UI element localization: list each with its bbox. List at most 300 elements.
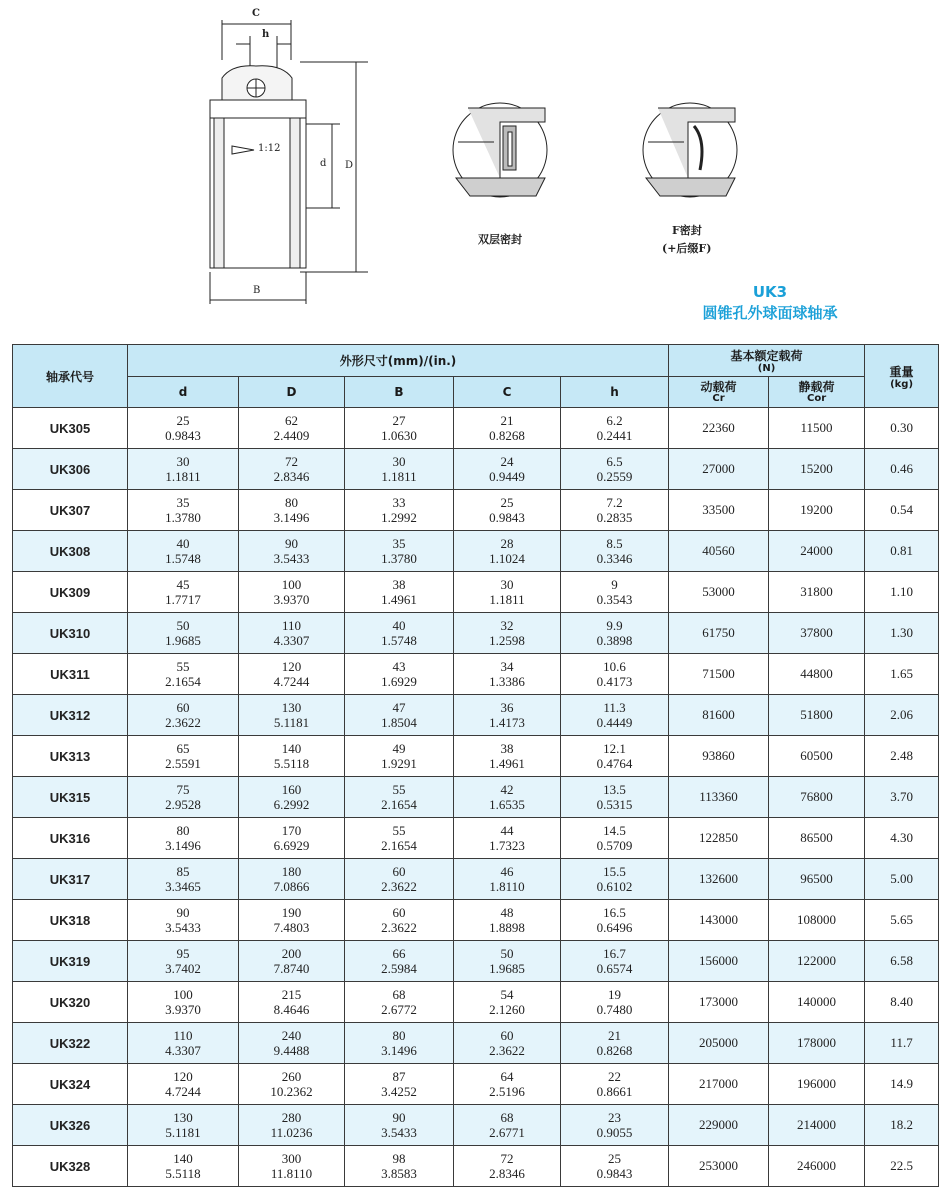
dim-cell-B: [345, 695, 454, 736]
dim-value-in: 0.8661: [596, 1084, 633, 1099]
dim-value-in: 5.1181: [165, 1125, 201, 1140]
dim-value-mm: 28: [500, 536, 514, 551]
dim-value-mm: 9: [611, 577, 618, 592]
dim-value-in: 2.8346: [489, 1166, 525, 1181]
dim-cell-h: [561, 1064, 669, 1105]
dim-value-in: 2.1654: [381, 838, 417, 853]
dim-cell-h: [561, 736, 669, 777]
dim-value-in: 2.5196: [489, 1084, 525, 1099]
header-static-label: 静载荷: [798, 379, 835, 394]
dim-value-in: 5.1181: [273, 715, 310, 730]
dim-value-in: 0.9843: [596, 1166, 633, 1181]
dim-cell-C: [454, 1105, 561, 1146]
dim-cell-d: [128, 531, 239, 572]
dim-value-mm: 66: [392, 946, 406, 961]
static-load-cell: 214000: [769, 1105, 865, 1146]
dim-value-in: 2.1260: [489, 1002, 525, 1017]
dim-cell-h: [561, 449, 669, 490]
dim-value-in: 3.9370: [165, 1002, 201, 1017]
dim-value-mm: 72: [500, 1151, 514, 1166]
dim-cell-h: [561, 572, 669, 613]
dim-value-in: 2.5591: [165, 756, 201, 771]
table-row: [13, 1023, 939, 1064]
dim-cell-C: [454, 1023, 561, 1064]
table-row: [13, 736, 939, 777]
dim-value-mm: 35: [176, 495, 190, 510]
dim-cell-h: [561, 1146, 669, 1187]
dim-value-mm: 180: [281, 864, 302, 879]
table-row: [13, 982, 939, 1023]
dim-value-mm: 54: [500, 987, 514, 1002]
mass-cell: 1.10: [865, 572, 939, 613]
dynamic-load-cell: 143000: [669, 900, 769, 941]
dim-value-mm: 35: [392, 536, 406, 551]
dim-value-mm: 43: [392, 659, 406, 674]
static-load-cell: 76800: [769, 777, 865, 818]
dynamic-load-cell: 61750: [669, 613, 769, 654]
dim-value-mm: 6.5: [606, 454, 623, 469]
dynamic-load-cell: 156000: [669, 941, 769, 982]
dim-value-mm: 55: [392, 823, 406, 838]
dim-value-mm: 15.5: [603, 864, 626, 879]
header-dynamic-load: [669, 377, 769, 408]
dim-cell-B: [345, 1064, 454, 1105]
dim-value-in: 3.5433: [165, 920, 201, 935]
dim-cell-h: [561, 818, 669, 859]
dim-value-mm: 55: [392, 782, 406, 797]
dim-cell-C: [454, 490, 561, 531]
table-row: [13, 449, 939, 490]
dim-value-in: 2.1654: [381, 797, 417, 812]
bearing-code-cell: UK309: [13, 572, 128, 613]
dim-cell-B: [345, 818, 454, 859]
dim-value-in: 4.7244: [165, 1084, 201, 1099]
static-load-cell: 86500: [769, 818, 865, 859]
static-load-cell: 37800: [769, 613, 865, 654]
mass-cell: 0.54: [865, 490, 939, 531]
dynamic-load-cell: 22360: [669, 408, 769, 449]
dim-cell-B: [345, 982, 454, 1023]
dim-cell-D: [239, 695, 345, 736]
static-load-cell: 178000: [769, 1023, 865, 1064]
dim-value-mm: 65: [176, 741, 190, 756]
taper-label: 1:12: [258, 143, 281, 154]
double-seal-caption: 双层密封: [478, 233, 522, 246]
table-header: [13, 345, 939, 408]
dim-value-mm: 80: [392, 1028, 406, 1043]
dim-cell-d: [128, 982, 239, 1023]
dim-cell-D: [239, 818, 345, 859]
dim-cell-C: [454, 449, 561, 490]
dim-cell-B: [345, 1023, 454, 1064]
bearing-code-cell: UK313: [13, 736, 128, 777]
dim-value-in: 1.5748: [165, 551, 201, 566]
static-load-cell: 96500: [769, 859, 865, 900]
static-load-cell: 140000: [769, 982, 865, 1023]
dim-cell-D: [239, 654, 345, 695]
mass-cell: 0.30: [865, 408, 939, 449]
header-h: h: [561, 377, 669, 408]
dim-cell-D: [239, 408, 345, 449]
dim-value-in: 4.3307: [273, 633, 310, 648]
dim-cell-d: [128, 572, 239, 613]
dim-cell-h: [561, 777, 669, 818]
dim-value-mm: 120: [281, 659, 302, 674]
dim-value-in: 1.3780: [381, 551, 417, 566]
dim-value-mm: 49: [392, 741, 406, 756]
dim-value-mm: 30: [392, 454, 406, 469]
dim-value-mm: 19: [608, 987, 622, 1002]
dim-value-in: 1.1024: [489, 551, 525, 566]
static-load-cell: 19200: [769, 490, 865, 531]
dim-cell-B: [345, 736, 454, 777]
dim-value-mm: 34: [500, 659, 514, 674]
dim-cell-C: [454, 695, 561, 736]
header-load-rating-label: 基本额定载荷: [730, 349, 803, 363]
dim-value-mm: 68: [392, 987, 406, 1002]
static-load-cell: 196000: [769, 1064, 865, 1105]
mass-cell: 4.30: [865, 818, 939, 859]
dynamic-load-cell: 132600: [669, 859, 769, 900]
dim-value-mm: 110: [173, 1028, 193, 1043]
dim-value-in: 1.1811: [165, 469, 201, 484]
mass-cell: 22.5: [865, 1146, 939, 1187]
table-row: [13, 900, 939, 941]
dynamic-load-cell: 27000: [669, 449, 769, 490]
header-mass-unit: (kg): [890, 378, 914, 390]
dim-value-mm: 38: [392, 577, 406, 592]
dim-cell-d: [128, 695, 239, 736]
dim-cell-C: [454, 572, 561, 613]
table-row: [13, 613, 939, 654]
dim-cell-D: [239, 449, 345, 490]
dim-value-mm: 260: [281, 1069, 302, 1084]
dim-value-mm: 120: [173, 1069, 193, 1084]
dim-value-in: 11.8110: [270, 1166, 313, 1181]
dim-value-mm: 140: [173, 1151, 193, 1166]
dim-value-mm: 60: [500, 1028, 514, 1043]
dim-cell-d: [128, 1105, 239, 1146]
f-seal-note: (+后缀F): [662, 242, 712, 255]
dim-label-d-outer: D: [345, 160, 354, 171]
bearing-code-cell: UK310: [13, 613, 128, 654]
dim-value-mm: 24: [500, 454, 514, 469]
dim-value-mm: 98: [392, 1151, 406, 1166]
dim-value-mm: 60: [392, 905, 406, 920]
dynamic-load-cell: 122850: [669, 818, 769, 859]
dim-value-in: 7.0866: [273, 879, 310, 894]
dynamic-load-cell: 229000: [669, 1105, 769, 1146]
static-load-cell: 122000: [769, 941, 865, 982]
bearing-code-cell: UK306: [13, 449, 128, 490]
mass-cell: 5.00: [865, 859, 939, 900]
dim-value-in: 1.7717: [165, 592, 201, 607]
dim-cell-C: [454, 818, 561, 859]
spec-table: [12, 344, 939, 1187]
table-row: [13, 941, 939, 982]
dim-value-mm: 50: [176, 618, 190, 633]
dim-value-mm: 32: [500, 618, 514, 633]
dim-value-in: 6.6929: [273, 838, 310, 853]
header-mass-label: 重量: [889, 364, 914, 379]
mass-cell: 5.65: [865, 900, 939, 941]
dim-cell-h: [561, 1023, 669, 1064]
dim-value-in: 2.6772: [381, 1002, 417, 1017]
dim-value-in: 2.5984: [381, 961, 417, 976]
dim-cell-C: [454, 941, 561, 982]
dim-cell-D: [239, 777, 345, 818]
static-load-cell: 246000: [769, 1146, 865, 1187]
dim-cell-B: [345, 613, 454, 654]
dim-value-in: 0.9843: [165, 428, 201, 443]
dim-value-mm: 47: [392, 700, 406, 715]
dim-value-in: 1.9685: [165, 633, 201, 648]
dim-value-mm: 12.1: [603, 741, 626, 756]
table-row: [13, 572, 939, 613]
static-load-cell: 15200: [769, 449, 865, 490]
dim-cell-d: [128, 941, 239, 982]
table-row: [13, 531, 939, 572]
dim-value-in: 0.9055: [596, 1125, 633, 1140]
dim-value-mm: 68: [500, 1110, 514, 1125]
dim-cell-d: [128, 859, 239, 900]
mass-cell: 18.2: [865, 1105, 939, 1146]
dim-value-mm: 33: [392, 495, 406, 510]
dim-value-in: 3.8583: [381, 1166, 417, 1181]
dim-value-mm: 64: [500, 1069, 514, 1084]
dim-value-mm: 50: [500, 946, 514, 961]
dim-value-in: 3.3465: [165, 879, 201, 894]
dim-cell-C: [454, 531, 561, 572]
dim-value-mm: 110: [281, 618, 302, 633]
dim-cell-B: [345, 941, 454, 982]
dim-value-in: 10.2362: [270, 1084, 313, 1099]
dim-value-mm: 62: [285, 413, 298, 428]
dim-cell-D: [239, 1064, 345, 1105]
dim-cell-D: [239, 613, 345, 654]
header-dynamic-symbol: Cr: [712, 392, 725, 404]
dim-cell-B: [345, 859, 454, 900]
dim-value-mm: 16.5: [603, 905, 626, 920]
dim-value-mm: 45: [176, 577, 190, 592]
header-load-unit: (N): [757, 363, 776, 374]
dim-value-in: 9.4488: [273, 1043, 310, 1058]
dim-value-in: 1.4961: [381, 592, 417, 607]
dynamic-load-cell: 205000: [669, 1023, 769, 1064]
dim-value-mm: 170: [281, 823, 302, 838]
series-code: UK3: [752, 283, 788, 301]
dim-value-in: 0.8268: [489, 428, 525, 443]
dim-value-in: 0.2559: [596, 469, 633, 484]
dim-value-mm: 13.5: [603, 782, 626, 797]
dim-cell-B: [345, 1105, 454, 1146]
table-row: [13, 490, 939, 531]
dim-cell-D: [239, 490, 345, 531]
dim-value-in: 3.1496: [273, 510, 310, 525]
dim-cell-d: [128, 1023, 239, 1064]
dim-value-mm: 60: [176, 700, 190, 715]
dim-value-mm: 46: [500, 864, 514, 879]
dim-value-in: 2.3622: [381, 879, 417, 894]
dim-value-in: 0.9449: [489, 469, 525, 484]
dim-value-mm: 100: [281, 577, 302, 592]
bearing-code-cell: UK324: [13, 1064, 128, 1105]
dim-cell-D: [239, 531, 345, 572]
dim-value-in: 1.2992: [381, 510, 417, 525]
dim-cell-C: [454, 982, 561, 1023]
dim-value-in: 0.8268: [596, 1043, 633, 1058]
dim-value-mm: 6.2: [606, 413, 623, 428]
dim-cell-C: [454, 736, 561, 777]
static-load-cell: 51800: [769, 695, 865, 736]
bearing-code-cell: UK305: [13, 408, 128, 449]
dim-cell-h: [561, 613, 669, 654]
dim-cell-d: [128, 736, 239, 777]
dim-value-in: 6.2992: [273, 797, 310, 812]
dim-value-in: 3.1496: [381, 1043, 417, 1058]
f-seal-detail: [643, 103, 737, 197]
dim-value-mm: 200: [281, 946, 302, 961]
dim-value-mm: 240: [281, 1028, 302, 1043]
bearing-code-cell: UK317: [13, 859, 128, 900]
header-bearing-code: 轴承代号: [13, 345, 128, 408]
dim-cell-C: [454, 777, 561, 818]
dim-value-mm: 23: [608, 1110, 622, 1125]
dim-cell-d: [128, 900, 239, 941]
dim-cell-B: [345, 654, 454, 695]
double-seal-detail: [453, 103, 547, 197]
table-row: [13, 1064, 939, 1105]
table-row: [13, 1146, 939, 1187]
mass-cell: 0.81: [865, 531, 939, 572]
dim-value-in: 2.8346: [273, 469, 310, 484]
dim-value-in: 8.4646: [273, 1002, 310, 1017]
dim-value-in: 1.4173: [489, 715, 525, 730]
dim-value-mm: 10.6: [603, 659, 626, 674]
dim-value-mm: 16.7: [603, 946, 626, 961]
dim-value-in: 2.3622: [489, 1043, 525, 1058]
dim-cell-D: [239, 982, 345, 1023]
dim-cell-C: [454, 900, 561, 941]
dim-value-in: 7.8740: [273, 961, 310, 976]
dim-value-mm: 44: [500, 823, 514, 838]
dim-cell-B: [345, 490, 454, 531]
dim-value-in: 1.6535: [489, 797, 525, 812]
dim-value-mm: 190: [281, 905, 302, 920]
dim-value-in: 3.5433: [273, 551, 310, 566]
dim-value-in: 0.4764: [596, 756, 633, 771]
dim-value-in: 1.6929: [381, 674, 417, 689]
dim-cell-B: [345, 408, 454, 449]
dim-value-in: 0.6496: [596, 920, 633, 935]
dim-value-mm: 85: [176, 864, 190, 879]
header-static-load: [769, 377, 865, 408]
header-D: D: [239, 377, 345, 408]
dim-value-in: 1.2598: [489, 633, 525, 648]
dim-value-in: 5.5118: [273, 756, 310, 771]
dynamic-load-cell: 173000: [669, 982, 769, 1023]
dim-cell-B: [345, 572, 454, 613]
dim-value-in: 0.5315: [596, 797, 633, 812]
dim-value-mm: 130: [281, 700, 302, 715]
dim-value-in: 2.4409: [273, 428, 310, 443]
dim-cell-C: [454, 1064, 561, 1105]
bearing-code-cell: UK311: [13, 654, 128, 695]
mass-cell: 1.65: [865, 654, 939, 695]
table-row: [13, 695, 939, 736]
dim-value-mm: 14.5: [603, 823, 626, 838]
dim-value-mm: 80: [285, 495, 298, 510]
dim-cell-d: [128, 654, 239, 695]
dim-value-in: 1.9291: [381, 756, 417, 771]
dim-value-mm: 95: [176, 946, 190, 961]
dim-value-mm: 30: [500, 577, 514, 592]
mass-cell: 0.46: [865, 449, 939, 490]
dynamic-load-cell: 71500: [669, 654, 769, 695]
dim-value-mm: 27: [392, 413, 406, 428]
dim-value-in: 4.3307: [165, 1043, 201, 1058]
dim-value-mm: 40: [176, 536, 190, 551]
dim-value-mm: 80: [176, 823, 190, 838]
dim-value-in: 7.4803: [273, 920, 310, 935]
dim-cell-d: [128, 613, 239, 654]
table-row: [13, 859, 939, 900]
bearing-code-cell: UK319: [13, 941, 128, 982]
dim-value-in: 1.8504: [381, 715, 417, 730]
dim-value-in: 4.7244: [273, 674, 310, 689]
dynamic-load-cell: 217000: [669, 1064, 769, 1105]
header-dynamic-label: 动载荷: [700, 379, 737, 394]
mass-cell: 2.06: [865, 695, 939, 736]
dim-label-b: B: [253, 285, 261, 296]
dim-value-in: 0.4449: [596, 715, 633, 730]
dim-value-in: 3.9370: [273, 592, 310, 607]
dim-value-mm: 48: [500, 905, 514, 920]
dim-value-in: 0.7480: [596, 1002, 633, 1017]
dim-label-d-small: d: [320, 158, 327, 169]
table-body: [13, 408, 939, 1187]
dim-label-h: h: [262, 29, 270, 40]
dim-value-mm: 140: [281, 741, 302, 756]
header-dimensions: 外形尺寸(mm)/(in.): [128, 345, 669, 377]
dim-value-mm: 42: [500, 782, 514, 797]
dim-value-in: 0.6574: [596, 961, 633, 976]
dim-value-in: 1.9685: [489, 961, 525, 976]
dim-value-mm: 215: [281, 987, 302, 1002]
table-row: [13, 777, 939, 818]
dim-value-in: 0.9843: [489, 510, 525, 525]
dim-label-c: C: [252, 8, 260, 19]
header-load-rating: [669, 345, 865, 377]
bearing-code-cell: UK307: [13, 490, 128, 531]
table-row: [13, 818, 939, 859]
dim-value-mm: 100: [173, 987, 193, 1002]
dim-value-in: 3.4252: [381, 1084, 417, 1099]
bearing-code-cell: UK312: [13, 695, 128, 736]
dim-value-in: 1.7323: [489, 838, 525, 853]
dim-value-mm: 25: [176, 413, 190, 428]
dim-value-mm: 160: [281, 782, 302, 797]
dim-cell-h: [561, 982, 669, 1023]
dim-cell-C: [454, 859, 561, 900]
dim-value-mm: 90: [392, 1110, 406, 1125]
dynamic-load-cell: 113360: [669, 777, 769, 818]
dim-value-mm: 75: [176, 782, 190, 797]
dim-value-mm: 25: [608, 1151, 622, 1166]
dim-cell-D: [239, 859, 345, 900]
dim-cell-D: [239, 900, 345, 941]
table-row: [13, 1105, 939, 1146]
